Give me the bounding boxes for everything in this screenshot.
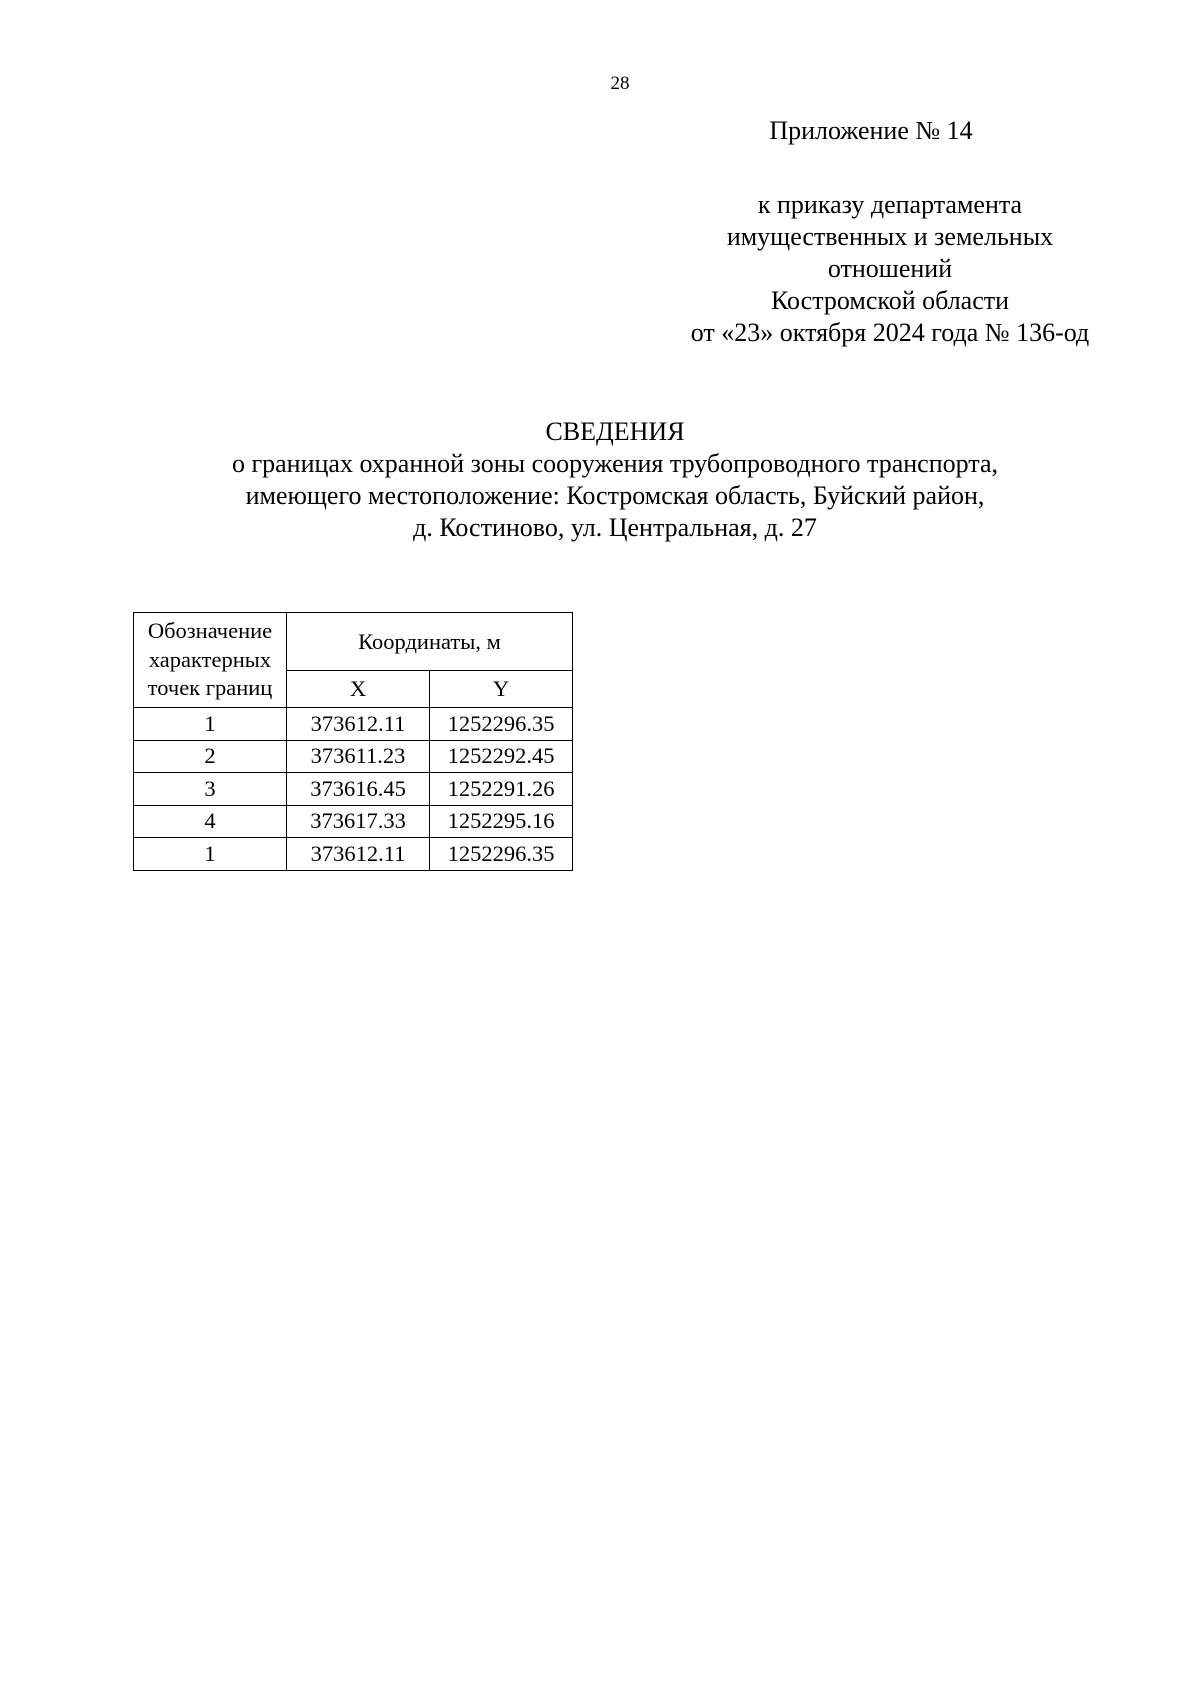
appendix-title: Приложение № 14 xyxy=(769,116,973,145)
order-line: отношений xyxy=(827,254,953,283)
heading-title: СВЕДЕНИЯ xyxy=(545,417,685,446)
point-cell: 2 xyxy=(134,740,287,773)
table-row xyxy=(134,838,573,871)
y-cell: 1252295.16 xyxy=(430,805,573,838)
point-designation-header xyxy=(134,613,287,708)
header-line: характерных xyxy=(148,646,272,672)
coordinates-header: Координаты, м xyxy=(287,613,573,671)
point-cell: 3 xyxy=(134,773,287,806)
y-cell: 1252292.45 xyxy=(430,740,573,773)
heading-line: имеющего местоположение: Костромская область, Буйский район, xyxy=(245,481,985,510)
x-cell: 373616.45 xyxy=(287,773,430,806)
table-row xyxy=(134,708,573,741)
table-row xyxy=(134,773,573,806)
y-header: Y xyxy=(430,671,573,708)
order-line: к приказу департамента xyxy=(757,190,1023,219)
header-line: Обозначение xyxy=(147,618,273,644)
y-cell: 1252296.35 xyxy=(430,708,573,741)
document-heading xyxy=(130,416,1100,544)
point-cell: 1 xyxy=(134,838,287,871)
table-row xyxy=(134,740,573,773)
order-line: имущественных и земельных xyxy=(726,222,1054,251)
y-cell: 1252291.26 xyxy=(430,773,573,806)
page-number: 28 xyxy=(610,73,630,94)
x-cell: 373612.11 xyxy=(287,838,430,871)
order-line: от «23» октября 2024 года № 136-од xyxy=(690,318,1090,347)
heading-line: д. Костиново, ул. Центральная, д. 27 xyxy=(413,513,817,542)
header-line: точек границ xyxy=(147,675,273,701)
point-cell: 4 xyxy=(134,805,287,838)
y-cell: 1252296.35 xyxy=(430,838,573,871)
coordinates-table xyxy=(133,612,573,871)
x-cell: 373611.23 xyxy=(287,740,430,773)
order-reference xyxy=(620,189,1160,349)
point-cell: 1 xyxy=(134,708,287,741)
table-row xyxy=(134,805,573,838)
heading-line: о границах охранной зоны сооружения трубопроводного транспорта, xyxy=(231,449,999,478)
x-cell: 373617.33 xyxy=(287,805,430,838)
x-cell: 373612.11 xyxy=(287,708,430,741)
x-header: X xyxy=(287,671,430,708)
order-line: Костромской области xyxy=(770,286,1010,315)
